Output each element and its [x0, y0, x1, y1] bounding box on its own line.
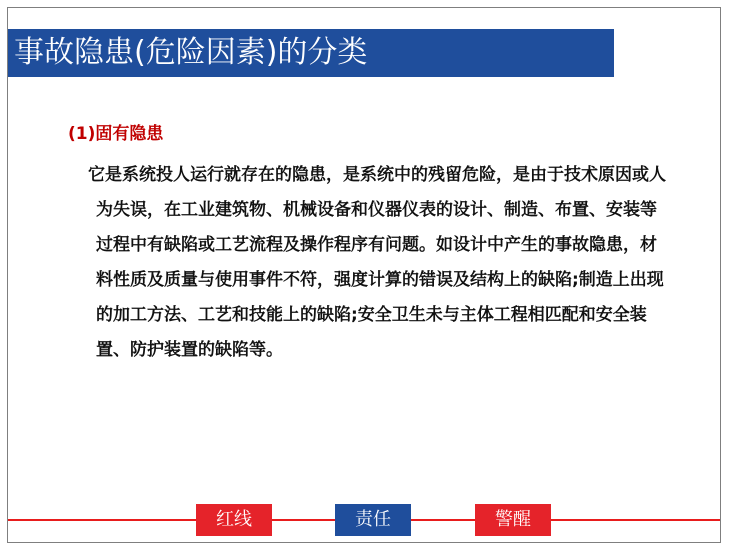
footer-button-red-line[interactable]: 红线 [196, 504, 272, 536]
slide-title: 事故隐患(危险因素)的分类 [8, 29, 614, 77]
footer-button-responsibility[interactable]: 责任 [335, 504, 411, 536]
footer-button-alert[interactable]: 警醒 [475, 504, 551, 536]
body-paragraph: 它是系统投人运行就存在的隐患，是系统中的残留危险，是由于技术原因或人为失误，在工业建筑物、机械设备和仪器仪表的设计、制造、布置、安装等过程中有缺陷或工艺流程及操作程序有问题。如设计中产生的事故隐患，材料性质及质量与使用事件不符，强度计算的错误及结构上的缺陷;制造上出现的加工方法、工艺和技能上的缺陷;安全卫生未与主体工程相匹配和安全装置、防护装置的缺陷等。 [88, 165, 666, 360]
section-heading: (1)固有隐患 [68, 124, 164, 144]
